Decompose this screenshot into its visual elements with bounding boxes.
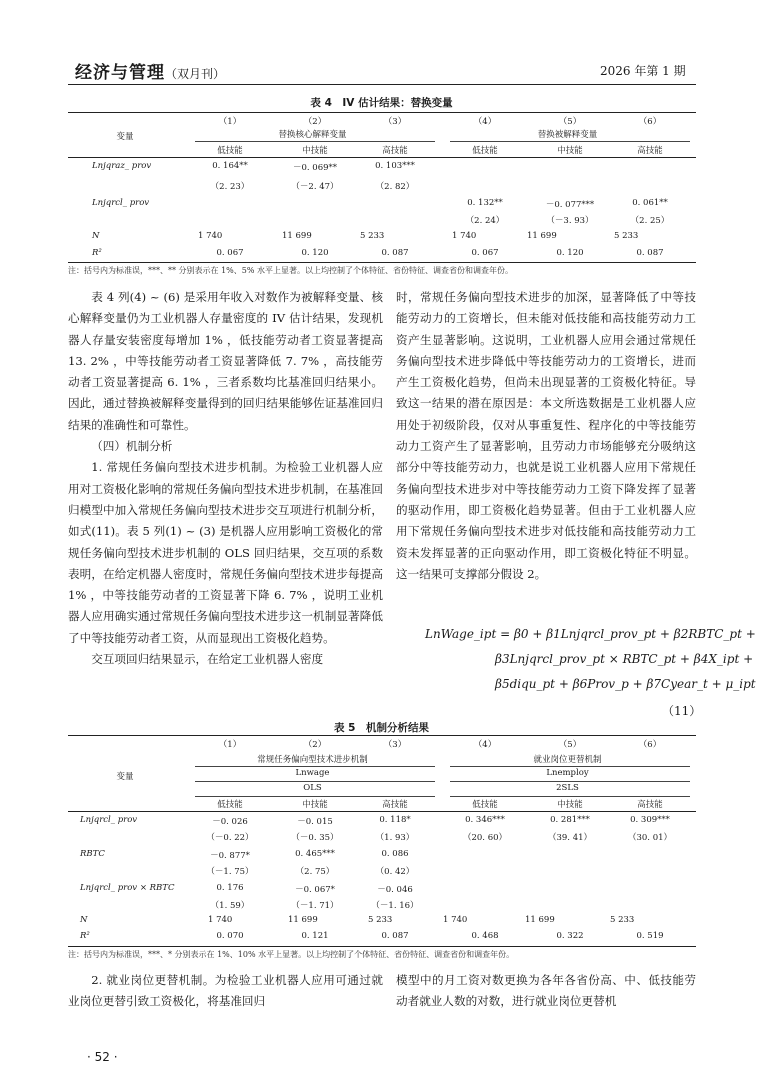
journal-sub: （双月刊） xyxy=(165,67,226,81)
table5-r2v4: 0. 468 xyxy=(471,931,499,941)
table5-r1c3: 0. 118* xyxy=(379,815,411,825)
table4-group-rule-left xyxy=(195,141,435,142)
table4-group-right: 替换被解释变量 xyxy=(537,130,598,140)
table5-note: 注：括号内为标准误，***、* 分别表示在 1%、10% 水平上显著。以上均控制了个体特征、省份特征、调查省份和调查年份。 xyxy=(68,950,515,959)
equation-line1: LnWage_ipt = β0 + β1Lnjqrcl_prov_pt + β2RBTC_pt + xyxy=(425,627,756,641)
table5-row2-label: RBTC xyxy=(80,849,105,859)
table4-n6: 5 233 xyxy=(614,231,639,241)
table5-bottom-rule xyxy=(68,946,696,947)
table5-r1c1: －0. 026 xyxy=(212,817,248,827)
table5-col3: （3） xyxy=(383,740,407,750)
table4-caption: 表 4 IV 估计结果：替换变量 xyxy=(310,97,453,109)
table5-r1c2: －0. 015 xyxy=(297,817,333,827)
table5-top-rule xyxy=(68,735,696,736)
body-right-column xyxy=(396,287,696,585)
table5-r1c5: 0. 281*** xyxy=(550,815,590,825)
table5-row1-label: Lnjqrcl_ prov xyxy=(80,815,138,825)
table5-r3c3: －0. 046 xyxy=(377,885,413,895)
table4-r2c4: 0. 132** xyxy=(467,198,503,208)
table5-r1t3: （1. 93） xyxy=(375,833,415,843)
equation-line2: β3Lnjqrcl_prov_pt × RBTC_pt + β4X_ipt + xyxy=(495,652,754,666)
table5-skill5: 中技能 xyxy=(557,800,583,810)
table4-r1c2: －0. 069** xyxy=(292,163,338,173)
table5-r2c1: －0. 877* xyxy=(210,851,250,861)
table5-skill4: 低技能 xyxy=(472,800,498,810)
table4-r1t3: （2. 82） xyxy=(375,182,415,192)
table5-n1: 1 740 xyxy=(208,915,233,925)
table5-r2c3: 0. 086 xyxy=(381,849,409,859)
table5-group-rule-left xyxy=(195,766,435,767)
table4-col4: （4） xyxy=(473,117,497,127)
table4-row2-label: Lnjqrcl_ prov xyxy=(92,198,150,208)
table4-n4: 1 740 xyxy=(452,231,477,241)
table5-caption: 表 5 机制分析结果 xyxy=(334,722,429,734)
body-left-p1: 表 4 列(4) ~ (6) 是采用年收入对数作为被解释变量、核心解释变量仍为工业机器人存量密度的 IV 估计结果，发现机器人存量安装密度每增加 1% ，低技能劳动者工资显著提高 13. 2% ，中等技能劳动者工资显著降低 7. 7% ，高技能劳动者工资显著提高 6. 1% ，三者系数均比基准回归结果小。因此，通过替换被解释变量得到的回归结果能够佐证基准回归结果的准确性和可靠性。 xyxy=(68,290,383,432)
table5-skill6: 高技能 xyxy=(637,800,663,810)
table4-r2v1: 0. 067 xyxy=(216,248,244,258)
table4-group-left: 替换核心解释变量 xyxy=(278,130,347,140)
journal-name: 经济与管理 xyxy=(75,63,165,83)
table5-r1t5: （39. 41） xyxy=(547,833,593,843)
table5-dv-right: Lnemploy xyxy=(546,768,589,778)
table4-row1-label: Lnjqraz_ prov xyxy=(92,161,152,171)
table4-note: 注：括号内为标准误，***、** 分别表示在 1%、5% 水平上显著。以上均控制了个体特征、省份特征、调查省份和调查年份。 xyxy=(68,266,514,275)
table5-n5: 11 699 xyxy=(525,915,555,925)
table5-col6: （6） xyxy=(638,740,662,750)
table4-r2v6: 0. 087 xyxy=(636,248,664,258)
page-number: · 52 · xyxy=(87,1050,118,1064)
table4-n5: 11 699 xyxy=(527,231,557,241)
table5-group-rule-right xyxy=(450,766,690,767)
table4-col2: （2） xyxy=(303,117,327,127)
table4-col6: （6） xyxy=(638,117,662,127)
table5-skill1: 低技能 xyxy=(217,800,243,810)
table5-var-label: 变量 xyxy=(116,772,134,782)
table4-r2-label: R² xyxy=(92,248,102,258)
table4-header-rule xyxy=(68,157,696,158)
table4-r2t6: （2. 25） xyxy=(630,216,670,226)
table4-r1t2: （－2. 47） xyxy=(291,182,339,192)
table5-r2v1: 0. 070 xyxy=(216,931,244,941)
bottom-right-p: 模型中的月工资对数更换为各年各省份高、中、低技能劳动者就业人数的对数，进行就业岗位更替机 xyxy=(396,973,696,1009)
table5-r1t1: （－0. 22） xyxy=(206,833,254,843)
table4-bottom-rule xyxy=(68,262,696,263)
table5-method-rule-right xyxy=(450,796,690,797)
table4-r2c5: －0. 077*** xyxy=(545,200,595,210)
body-left-p3: 交互项回归结果显示，在给定工业机器人密度 xyxy=(91,652,324,667)
table4-r2t4: （2. 24） xyxy=(465,216,505,226)
table4-r2v5: 0. 120 xyxy=(556,248,584,258)
table5-r1c4: 0. 346*** xyxy=(465,815,505,825)
body-right-p1: 时，常规任务偏向型技术进步的加深，显著降低了中等技能劳动力的工资增长，但未能对低技能和高技能劳动力工资产生显著影响。这说明，工业机器人应用会通过常规任务偏向型技术进步降低中等技能劳动力的工资增长，进而产生工资极化趋势，但尚未出现显著的工资极化特征。导致这一结果的潜在原因是：本文所选数据是工业机器人应用处于初级阶段，仅对从事重复性、程序化的中等技能劳动力工资产生了显著影响，且劳动力市场能够充分吸纳这部分中等技能劳动力，也就是说工业机器人应用下常规任务偏向型技术进步对中等技能劳动力工资下降发挥了显著的驱动作用，即工资极化趋势显著。但由于工业机器人应用下常规任务偏向型技术进步对低技能和高技能劳动力工资未发挥显著的正向驱动作用，即工资极化特征不明显。这一结果可支撑部分假设 2。 xyxy=(396,290,696,581)
table5-r2t1: （－1. 75） xyxy=(206,867,254,877)
table4-r2t5: （－3. 93） xyxy=(546,216,594,226)
table4-r1c3: 0. 103*** xyxy=(375,161,415,171)
table4-var-label: 变量 xyxy=(116,132,134,142)
table4-n3: 5 233 xyxy=(360,231,385,241)
table5-r1t2: （－0. 35） xyxy=(291,833,339,843)
table4-col3: （3） xyxy=(383,117,407,127)
table5-col4: （4） xyxy=(473,740,497,750)
table5-header-rule xyxy=(68,811,696,812)
table4-col1: （1） xyxy=(218,117,242,127)
table5-n3: 5 233 xyxy=(368,915,393,925)
bottom-left-p: 2. 就业岗位更替机制。为检验工业机器人应用可通过就业岗位更替引致工资极化，将基准回归 xyxy=(68,973,383,1009)
table5-dv-left: Lnwage xyxy=(295,768,330,778)
table5-r3t2: （－1. 71） xyxy=(291,901,339,911)
table5-r2v6: 0. 519 xyxy=(636,931,664,941)
table5-r2v5: 0. 322 xyxy=(556,931,584,941)
table5-r2v2: 0. 121 xyxy=(301,931,329,941)
table4-r2v4: 0. 067 xyxy=(471,248,499,258)
table5-r3t3: （－1. 16） xyxy=(371,901,419,911)
table5-r3c1: 0. 176 xyxy=(216,883,244,893)
table4-col5: （5） xyxy=(558,117,582,127)
table4-r2c6: 0. 061** xyxy=(632,198,668,208)
journal-title xyxy=(75,58,225,83)
table4-n2: 11 699 xyxy=(282,231,312,241)
table5-method-left: OLS xyxy=(303,783,322,793)
table4-skill4: 低技能 xyxy=(472,146,498,156)
table4-skill5: 中技能 xyxy=(557,146,583,156)
bottom-left-column xyxy=(68,970,383,1013)
table5-skill2: 中技能 xyxy=(302,800,328,810)
equation-line3: β5diqu_pt + β6Prov_p + β7Cyear_t + μ_ipt xyxy=(495,677,756,691)
table5-method-rule-left xyxy=(195,796,435,797)
table4-n1: 1 740 xyxy=(198,231,223,241)
bottom-right-column xyxy=(396,970,696,1013)
table4-group-rule-right xyxy=(450,141,690,142)
table4-r2v3: 0. 087 xyxy=(381,248,409,258)
table5-skill3: 高技能 xyxy=(382,800,408,810)
table5-dv-rule-right xyxy=(450,781,690,782)
table5-r3t1: （1. 59） xyxy=(210,901,250,911)
table4-r1c1: 0. 164** xyxy=(212,161,248,171)
body-left-p2: 1. 常规任务偏向型技术进步机制。为检验工业机器人应用对工资极化影响的常规任务偏向型技术进步机制，在基准回归模型中加入常规任务偏向型技术进步交互项进行机制分析，如式(11)。表 5 列(1) ~ (3) 是机器人应用影响工资极化的常规任务偏向型技术进步机制的 OLS 回归结果，交互项的系数表明，在给定机器人密度时，常规任务偏向型技术进步每提高 1% ，中等技能劳动者的工资显著下降 6. 7% ，说明工业机器人应用确实通过常规任务偏向型技术进步这一机制显著降低了中等技能劳动者工资，从而显现出工资极化趋势。 xyxy=(68,460,383,645)
table4-n-label: N xyxy=(92,231,100,241)
table5-r2t2: （2. 75） xyxy=(295,867,335,877)
table4-skill6: 高技能 xyxy=(637,146,663,156)
table4-r2v2: 0. 120 xyxy=(301,248,329,258)
table5-r1t4: （20. 60） xyxy=(462,833,508,843)
table5-n4: 1 740 xyxy=(443,915,468,925)
table5-r2v3: 0. 087 xyxy=(381,931,409,941)
equation-number: （11） xyxy=(662,704,702,718)
table5-group-right: 就业岗位更替机制 xyxy=(533,755,602,765)
header-rule xyxy=(68,84,696,85)
table5-r2-label: R² xyxy=(80,931,90,941)
table5-row3-label: Lnjqrcl_ prov × RBTC xyxy=(80,883,175,893)
table5-dv-rule-left xyxy=(195,781,435,782)
body-left-column xyxy=(68,287,383,670)
table4-skill3: 高技能 xyxy=(382,146,408,156)
table5-n-label: N xyxy=(80,915,88,925)
table4-r1t1: （2. 23） xyxy=(210,182,250,192)
table5-col2: （2） xyxy=(303,740,327,750)
table4-skill1: 低技能 xyxy=(217,146,243,156)
table5-col5: （5） xyxy=(558,740,582,750)
table5-r2t3: （0. 42） xyxy=(375,867,415,877)
table5-r3c2: －0. 067* xyxy=(295,885,335,895)
section-heading-mechanism: （四）机制分析 xyxy=(91,439,173,454)
table5-r1t6: （30. 01） xyxy=(627,833,673,843)
table5-n6: 5 233 xyxy=(610,915,635,925)
table4-skill2: 中技能 xyxy=(302,146,328,156)
table5-col1: （1） xyxy=(218,740,242,750)
table5-group-left: 常规任务偏向型技术进步机制 xyxy=(257,755,368,765)
issue-label: 2026 年第 1 期 xyxy=(600,64,686,78)
table4-top-rule xyxy=(68,112,696,113)
table5-r2c2: 0. 465*** xyxy=(295,849,335,859)
table5-r1c6: 0. 309*** xyxy=(630,815,670,825)
table5-method-right: 2SLS xyxy=(556,783,579,793)
table5-n2: 11 699 xyxy=(288,915,318,925)
